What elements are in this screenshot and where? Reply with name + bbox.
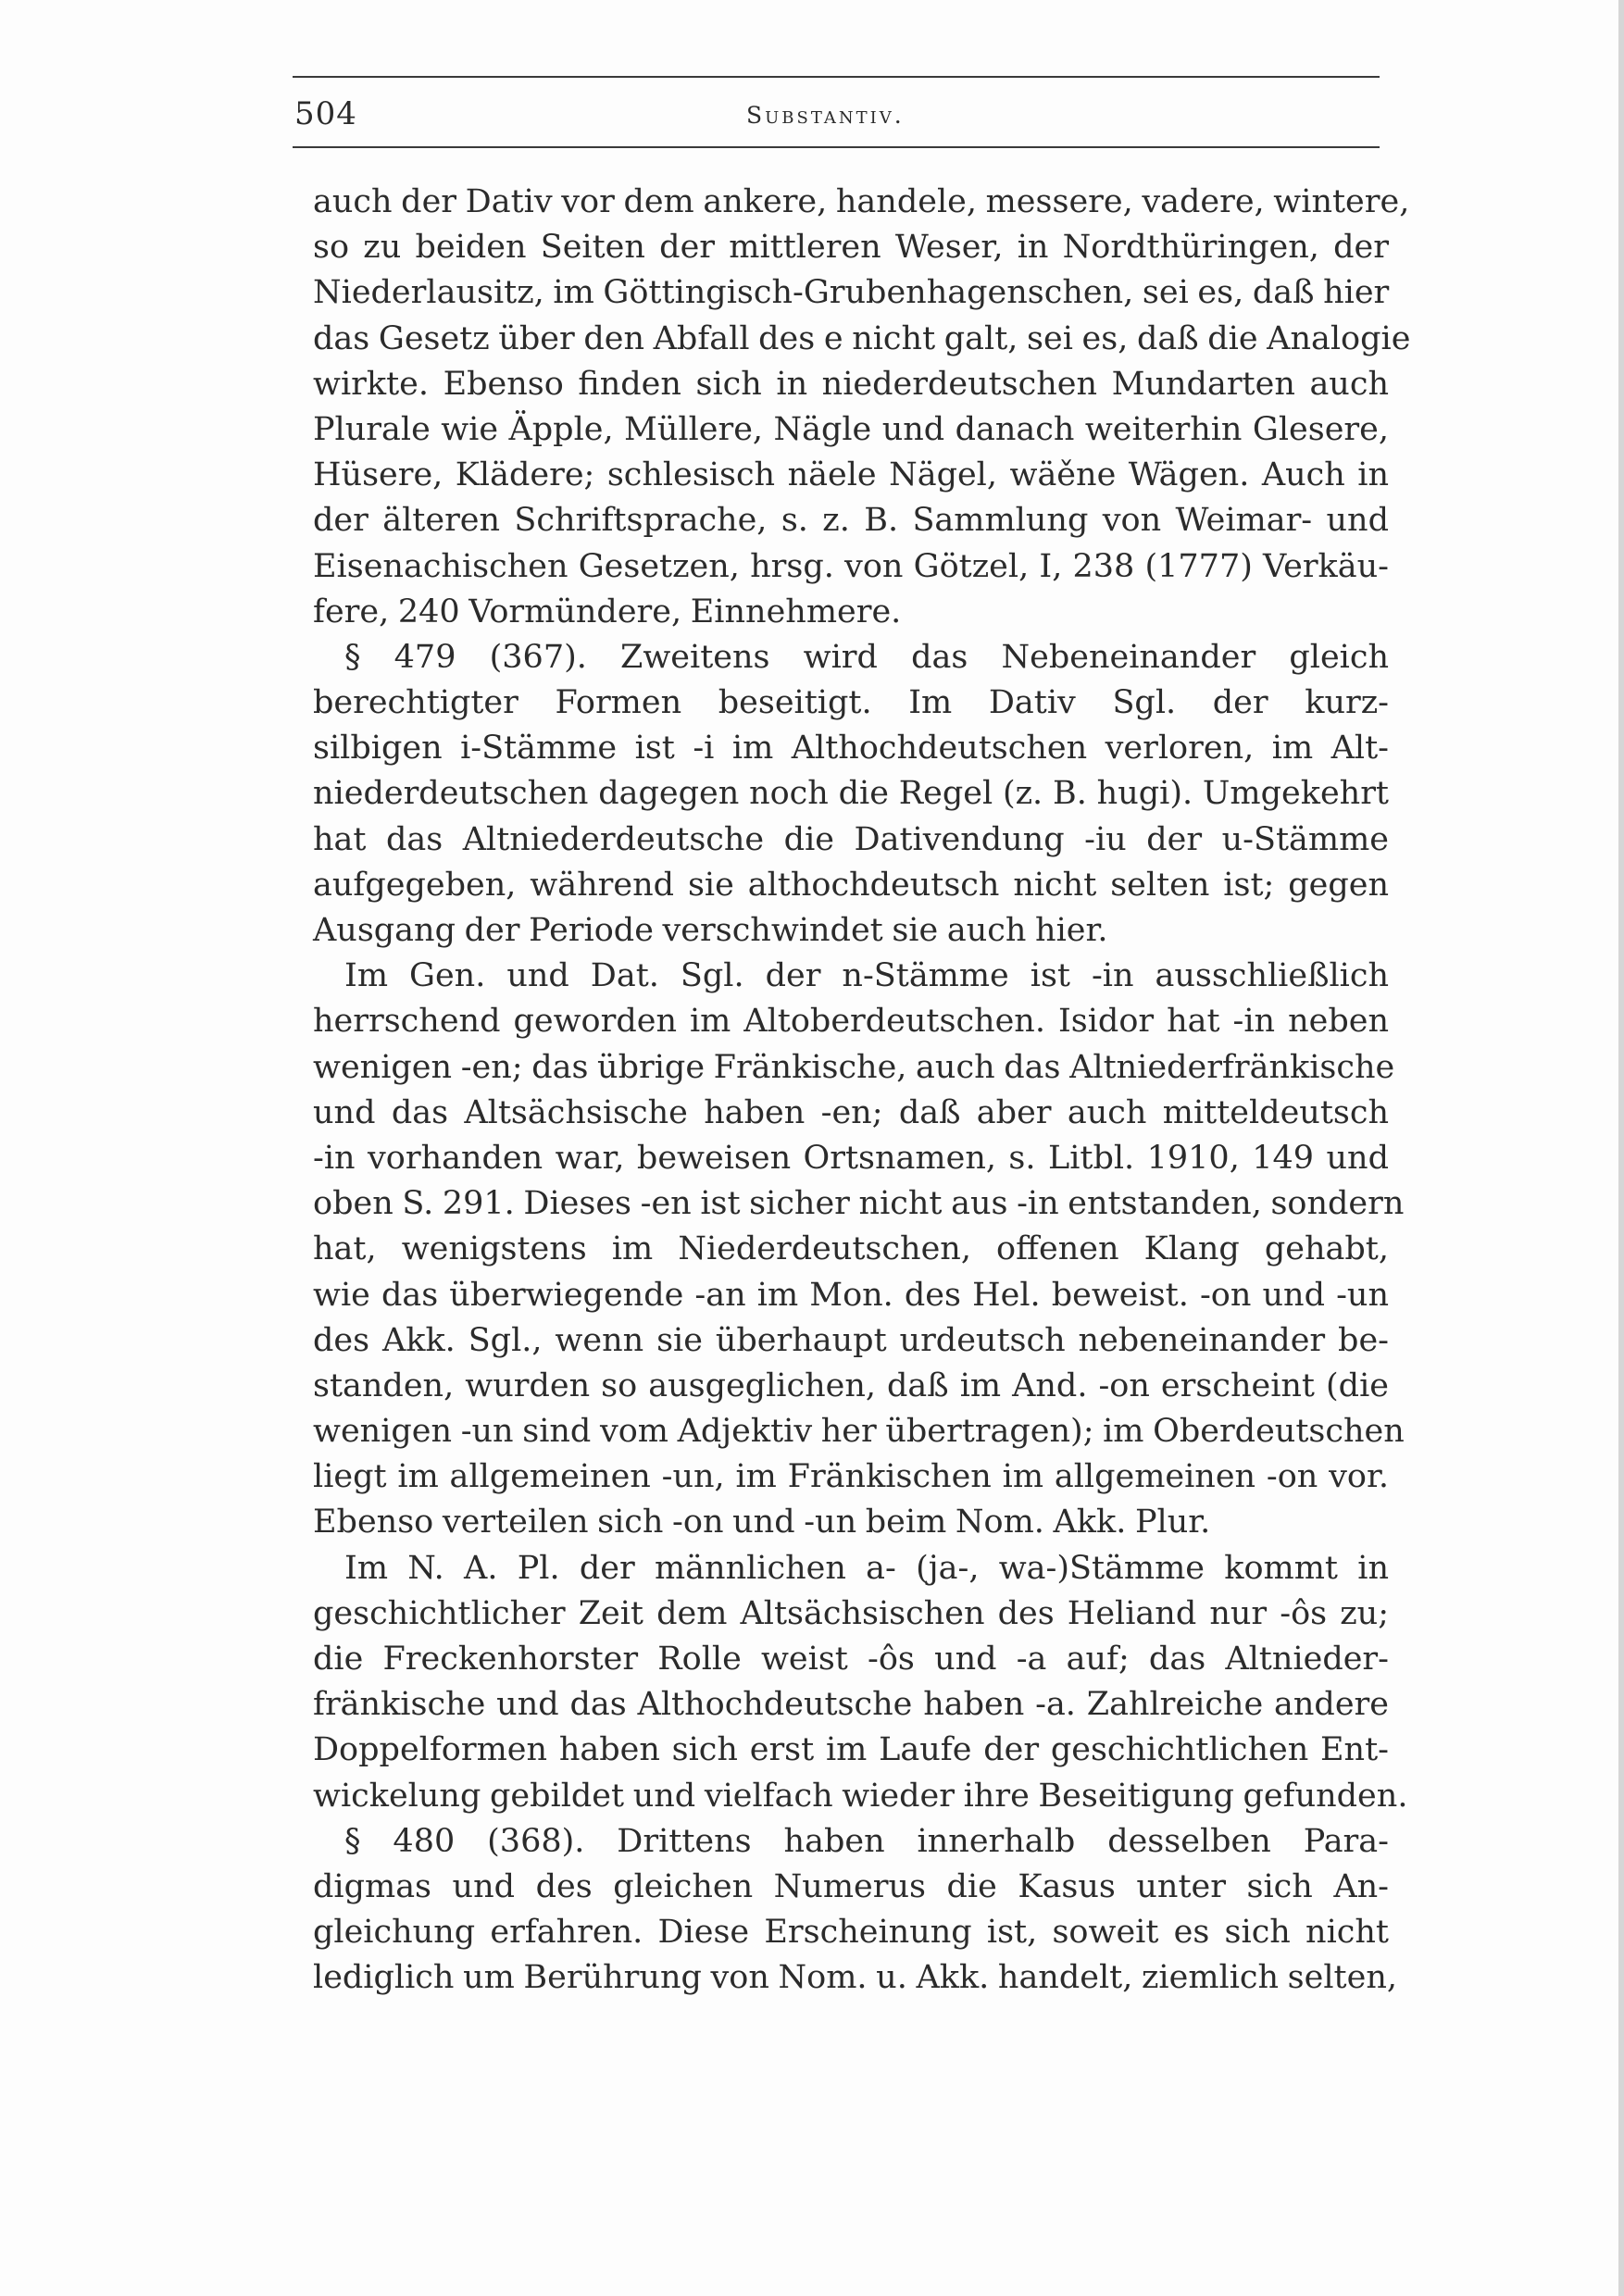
text-line: das Gesetz über den Abfall des e nicht galt, sei es, daß die Analogie [313,319,1411,357]
text-line: oben S. 291. Dieses -en ist sicher nicht aus -in entstanden, sondern [313,1185,1405,1223]
text-line: wenigen -en; das übrige Fränkische, auch das Altniederfränkische [313,1048,1395,1086]
text-line: silbigen i-Stämme ist -i im Althochdeutschen verloren, im Alt- [313,730,1389,767]
text-line: digmas und des gleichen Numerus die Kasus unter sich An- [313,1867,1389,1905]
text-line: wickelung gebildet und vielfach wieder ihre Beseitigung gefunden. [313,1777,1408,1815]
text-line: Eisenachischen Gesetzen, hrsg. von Götzel, I, 238 (1777) Verkäu- [313,547,1389,585]
text-line: des Akk. Sgl., wenn sie überhaupt urdeutsch nebeneinander be- [313,1321,1389,1359]
text-line: aufgegeben, während sie althochdeutsch nicht selten ist; gegen [313,866,1389,904]
header-top-rule [293,76,1380,78]
text-line: lediglich um Berührung von Nom. u. Akk. handelt, ziemlich selten, [313,1959,1397,1997]
running-head: Substantiv. [746,102,905,129]
text-line: Niederlausitz, im Göttingisch-Grubenhagenschen, sei es, daß hier [313,274,1390,312]
text-line: so zu beiden Seiten der mittleren Weser, in Nordthüringen, der [313,229,1389,267]
text-line: hat, wenigstens im Niederdeutschen, offenen Klang gehabt, [313,1230,1389,1268]
section-heading-line: § 480 (368). Drittens haben innerhalb desselben Para- [344,1822,1389,1860]
text-line: wie das überwiegende -an im Mon. des Hel. beweist. -on und -un [313,1276,1389,1314]
paragraph-first-line: Im N. A. Pl. der männlichen a- (ja-, wa-)Stämme kommt in [344,1549,1389,1587]
text-line: hat das Altniederdeutsche die Dativendung -iu der u-Stämme [313,820,1389,858]
text-line: der älteren Schriftsprache, s. z. B. Sammlung von Weimar- und [313,502,1389,540]
binding-edge [1618,0,1624,2296]
text-line: Ebenso verteilen sich -on und -un beim Nom. Akk. Plur. [313,1504,1211,1541]
text-line: Doppelformen haben sich erst im Laufe der geschichtlichen Ent- [313,1731,1389,1769]
header-bottom-rule [293,146,1380,148]
text-line: niederdeutschen dagegen noch die Regel (z. B. hugi). Umgekehrt [313,775,1389,813]
page-number: 504 [294,95,357,132]
text-line: geschichtlicher Zeit dem Altsächsischen des Heliand nur -ôs zu; [313,1594,1389,1632]
text-line: Plurale wie Äpple, Müllere, Nägle und danach weiterhin Glesere, [313,410,1389,448]
text-line: die Freckenhorster Rolle weist -ôs und -a auf; das Altnieder- [313,1641,1389,1678]
section-heading-line: § 479 (367). Zweitens wird das Nebeneinander gleich [344,638,1389,676]
text-line: wirkte. Ebenso finden sich in niederdeutschen Mundarten auch [313,365,1389,403]
text-line: auch der Dativ vor dem ankere, handele, messere, vadere, wintere, [313,183,1410,220]
text-line: berechtigter Formen beseitigt. Im Dativ Sgl. der kurz- [313,684,1389,722]
text-line: fere, 240 Vormündere, Einnehmere. [313,593,902,630]
text-line: und das Altsächsische haben -en; daß aber auch mitteldeutsch [313,1093,1389,1131]
text-line: standen, wurden so ausgeglichen, daß im And. -on erscheint (die [313,1366,1389,1404]
text-line: gleichung erfahren. Diese Erscheinung ist, soweit es sich nicht [313,1914,1389,1952]
body-text [313,180,1411,2002]
text-line: -in vorhanden war, beweisen Ortsnamen, s. Litbl. 1910, 149 und [313,1139,1389,1177]
text-line: Hüsere, Klädere; schlesisch näele Nägel, wäěne Wägen. Auch in [313,456,1389,494]
text-line: herrschend geworden im Altoberdeutschen. Isidor hat -in neben [313,1003,1389,1041]
text-line: Ausgang der Periode verschwindet sie auch hier. [313,912,1108,949]
paragraph-first-line: Im Gen. und Dat. Sgl. der n-Stämme ist -in ausschließlich [344,957,1389,995]
text-line: liegt im allgemeinen -un, im Fränkischen im allgemeinen -on vor. [313,1458,1389,1496]
text-line: fränkische und das Althochdeutsche haben -a. Zahlreiche andere [313,1686,1389,1724]
text-line: wenigen -un sind vom Adjektiv her übertragen); im Oberdeutschen [313,1413,1405,1451]
